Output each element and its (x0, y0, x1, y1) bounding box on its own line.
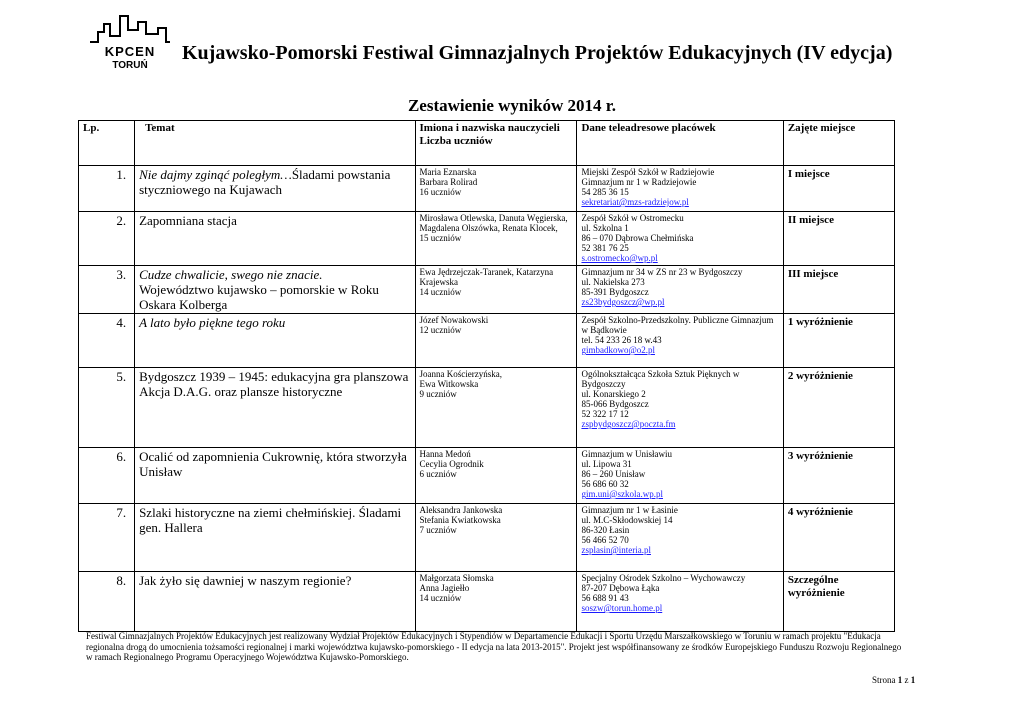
address-line: Specjalny Ośrodek Szkolno – Wychowawczy (581, 573, 746, 583)
email-link[interactable]: gim.uni@szkola.wp.pl (581, 489, 663, 499)
email-link[interactable]: sekretariat@mzs-radziejow.pl (581, 197, 689, 207)
teacher-line: 6 uczniów (419, 469, 457, 479)
results-table (78, 120, 895, 632)
row-temat-italic: Nie dajmy zginąć poległym… (139, 167, 292, 182)
page-title: Kujawsko-Pomorski Festiwal Gimnazjalnych Projektów Edukacyjnych (IV edycja) (182, 42, 893, 64)
row-address (577, 314, 783, 368)
row-lp: 7. (79, 504, 135, 572)
page-subtitle: Zestawienie wyników 2014 r. (407, 96, 617, 115)
row-lp: 8. (79, 572, 135, 632)
table-row (79, 266, 895, 314)
teacher-line: 16 uczniów (419, 187, 462, 197)
table-row (79, 572, 895, 632)
address-line: 86 – 260 Unisław (581, 469, 646, 479)
header-place: Zajęte miejsce (783, 121, 894, 166)
address-line: 85-066 Bydgoszcz (581, 399, 649, 409)
row-temat (135, 448, 415, 504)
row-temat (135, 166, 415, 212)
address-line: Zespół Szkół w Ostromecku (581, 213, 684, 223)
row-teachers (415, 448, 577, 504)
row-lp: 2. (79, 212, 135, 266)
address-line: ul. Lipowa 31 (581, 459, 632, 469)
teacher-line: 12 uczniów (419, 325, 462, 335)
row-temat-text: Śladami powstania styczniowego na Kujawach (139, 167, 391, 197)
teacher-line: Hanna Medoń (419, 449, 471, 459)
address-line: ul. Nakielska 273 (581, 277, 645, 287)
row-teachers (415, 212, 577, 266)
page-total: 1 (910, 675, 916, 685)
table-row (79, 368, 895, 448)
teacher-line: 9 uczniów (419, 389, 457, 399)
row-address (577, 572, 783, 632)
teacher-line: 14 uczniów (419, 593, 462, 603)
address-line: 52 322 17 12 (581, 409, 629, 419)
logo-top-text: KPCEN (104, 44, 156, 59)
row-lp: 6. (79, 448, 135, 504)
page-sep: z (904, 675, 909, 685)
teacher-line: 7 uczniów (419, 525, 457, 535)
row-lp: 5. (79, 368, 135, 448)
row-address (577, 448, 783, 504)
table-row (79, 212, 895, 266)
email-link[interactable]: zsplasin@interia.pl (581, 545, 651, 555)
header-lp: Lp. (79, 121, 135, 166)
row-place: 3 wyróżnienie (783, 448, 894, 504)
page-number (872, 675, 915, 685)
row-temat (135, 504, 415, 572)
teacher-line: Maria Eznarska (419, 167, 477, 177)
row-temat (135, 314, 415, 368)
row-address (577, 504, 783, 572)
table-header-row (79, 121, 895, 166)
teacher-line: Joanna Kościerzyńska, (419, 369, 503, 379)
address-line: Gimnazjum nr 34 w ZS nr 23 w Bydgoszczy (581, 267, 743, 277)
row-teachers (415, 572, 577, 632)
address-line: 86 – 070 Dąbrowa Chełmińska (581, 233, 694, 243)
row-teachers (415, 314, 577, 368)
address-line: 87-207 Dębowa Łąka (581, 583, 660, 593)
row-lp: 1. (79, 166, 135, 212)
row-address (577, 212, 783, 266)
row-temat (135, 572, 415, 632)
row-teachers (415, 368, 577, 448)
row-temat-italic: Cudze chwalicie, swego nie znacie. (139, 267, 323, 282)
row-temat-italic: A lato było piękne tego roku (139, 315, 286, 330)
row-temat (135, 266, 415, 314)
teacher-line: Ewa Jędrzejczak-Taranek, Katarzyna Krajewska (419, 267, 554, 287)
header-address: Dane teleadresowe placówek (577, 121, 783, 166)
row-temat-text: Jak żyło się dawniej w naszym regionie? (139, 573, 352, 588)
row-place: Szczególne wyróżnienie (783, 572, 894, 632)
row-place: III miejsce (783, 266, 894, 314)
address-line: ul. M.C-Skłodowskiej 14 (581, 515, 673, 525)
teacher-line: Cecylia Ogrodnik (419, 459, 484, 469)
kpcen-logo (88, 14, 172, 78)
table-row (79, 504, 895, 572)
email-link[interactable]: zs23bydgoszcz@wp.pl (581, 297, 665, 307)
address-line: Gimnazjum nr 1 w Radziejowie (581, 177, 697, 187)
teacher-line: Aleksandra Jankowska (419, 505, 503, 515)
teacher-line: Barbara Rolirad (419, 177, 478, 187)
address-line: tel. 54 233 26 18 w.43 (581, 335, 662, 345)
header-temat: Temat (135, 121, 415, 166)
address-line: 86-320 Łasin (581, 525, 630, 535)
address-line: 56 686 60 32 (581, 479, 629, 489)
teacher-line: 14 uczniów (419, 287, 462, 297)
teacher-line: Mirosława Otlewska, Danuta Węgierska, Magdalena Olszówka, Renata Klocek, (419, 213, 568, 233)
teacher-line: Anna Jagiełło (419, 583, 470, 593)
row-temat (135, 368, 415, 448)
teacher-line: 15 uczniów (419, 233, 462, 243)
header-teachers: Imiona i nazwiska nauczycieli Liczba uczniów (415, 121, 577, 166)
table-row (79, 448, 895, 504)
row-temat-text: Zapomniana stacja (139, 213, 237, 228)
address-line: 56 466 52 70 (581, 535, 629, 545)
teacher-line: Stefania Kwiatkowska (419, 515, 501, 525)
page-current: 1 (897, 675, 903, 685)
row-lp: 4. (79, 314, 135, 368)
logo-bottom-text: TORUŃ (112, 60, 148, 71)
address-line: Ogólnokształcąca Szkoła Sztuk Pięknych w Bydgoszczy (581, 369, 740, 389)
row-temat-text: Bydgoszcz 1939 – 1945: edukacyjna gra planszowa Akcja D.A.G. oraz plansze historyczne (139, 369, 409, 399)
email-link[interactable]: zspbydgoszcz@poczta.fm (581, 419, 676, 429)
teacher-line: Józef Nowakowski (419, 315, 489, 325)
address-line: 85-391 Bydgoszcz (581, 287, 649, 297)
row-address (577, 368, 783, 448)
row-teachers (415, 266, 577, 314)
castle-skyline-icon (88, 14, 172, 48)
row-teachers (415, 166, 577, 212)
teacher-line: Ewa Witkowska (419, 379, 479, 389)
table-row (79, 314, 895, 368)
row-temat-text: Ocalić od zapomnienia Cukrownię, która stworzyła Unisław (139, 449, 407, 479)
address-line: 54 285 36 15 (581, 187, 629, 197)
row-temat-text: Województwo kujawsko – pomorskie w Roku Oskara Kolberga (139, 282, 379, 312)
page-prefix: Strona (872, 675, 896, 685)
address-line: ul. Konarskiego 2 (581, 389, 646, 399)
address-line: 56 688 91 43 (581, 593, 629, 603)
row-lp: 3. (79, 266, 135, 314)
address-line: Gimnazjum nr 1 w Łasinie (581, 505, 678, 515)
email-link[interactable]: soszw@torun.home.pl (581, 603, 663, 613)
address-line: Gimnazjum w Unisławiu (581, 449, 672, 459)
address-line: Miejski Zespół Szkół w Radziejowie (581, 167, 715, 177)
email-link[interactable]: s.ostromecko@wp.pl (581, 253, 658, 263)
table-row (79, 166, 895, 212)
row-place: I miejsce (783, 166, 894, 212)
address-line: Zespół Szkolno-Przedszkolny. Publiczne Gimnazjum w Bądkowie (581, 315, 774, 335)
row-temat-text: Szlaki historyczne na ziemi chełmińskiej. Śladami gen. Hallera (139, 505, 402, 535)
address-line: ul. Szkolna 1 (581, 223, 629, 233)
row-place: 1 wyróżnienie (783, 314, 894, 368)
row-temat (135, 212, 415, 266)
row-address (577, 166, 783, 212)
row-place: II miejsce (783, 212, 894, 266)
row-place: 2 wyróżnienie (783, 368, 894, 448)
teacher-line: Małgorzata Słomska (419, 573, 494, 583)
footer-note: Festiwal Gimnazjalnych Projektów Edukacyjnych jest realizowany Wydział Projektów Edukacyjnych i Stypendiów w Departamencie Edukacji i Sportu Urzędu Marszałkowskiego w Toruniu w ramach projektu "Edukacja regionalna drogą do umocnienia tożsamości regionalnej i marki województwa kujawsko-pomorskiego - II edycja na lata 2013-2015". Projekt jest współfinansowany ze środków Europejskiego Funduszu Rozwoju Regionalnego w ramach Regionalnego Programu Operacyjnego Województwa Kujawsko-Pomorskiego. (86, 631, 902, 662)
address-line: 52 381 76 25 (581, 243, 629, 253)
email-link[interactable]: gimbadkowo@o2.pl (581, 345, 655, 355)
row-teachers (415, 504, 577, 572)
row-address (577, 266, 783, 314)
row-place: 4 wyróżnienie (783, 504, 894, 572)
